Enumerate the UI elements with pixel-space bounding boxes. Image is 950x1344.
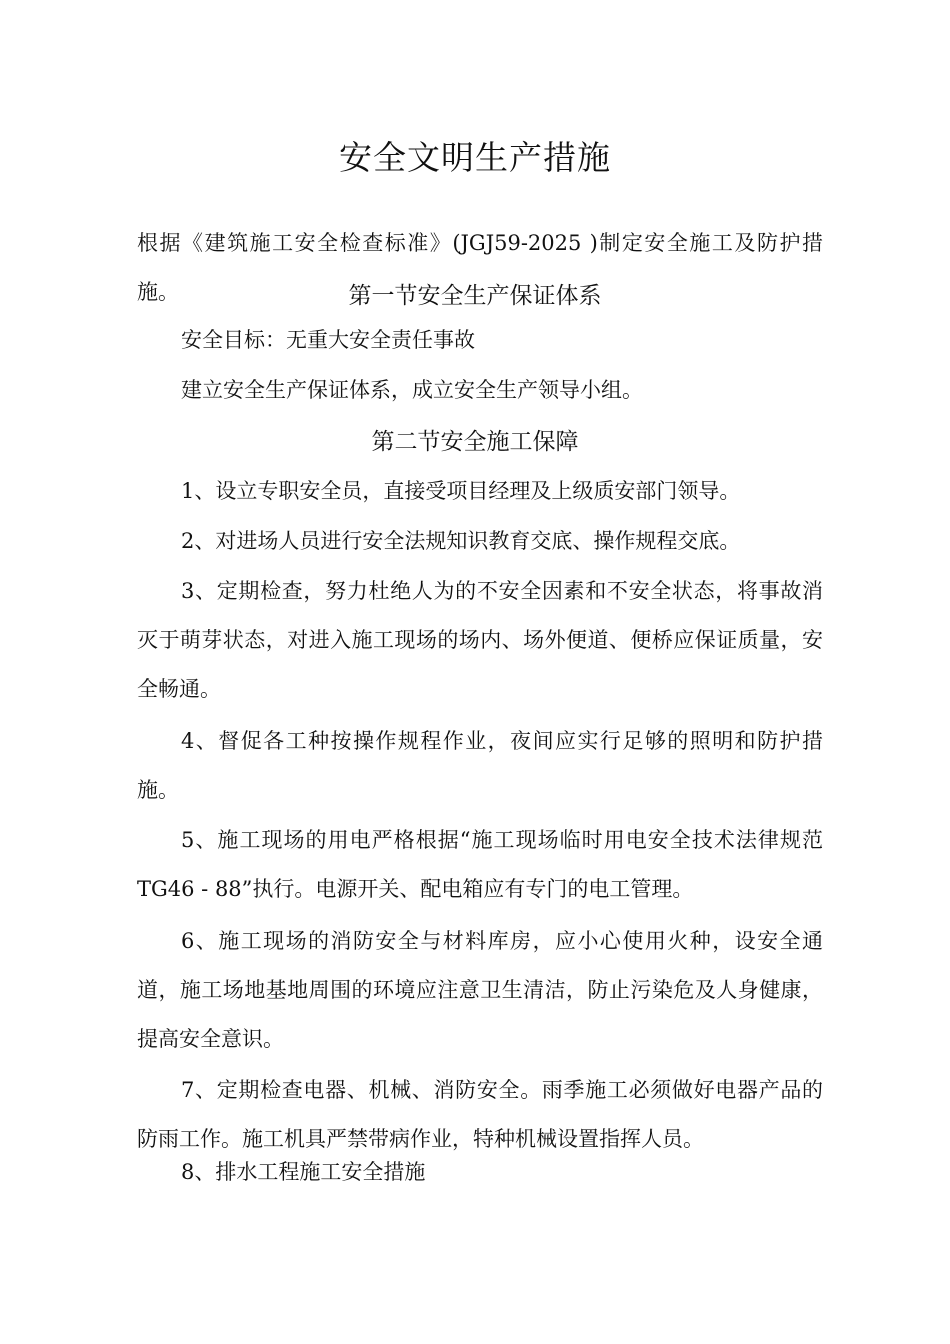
section-1-safety-goal: 安全目标：无重大安全责任事故 — [181, 328, 475, 352]
list-item-6: 6、施工现场的消防安全与材料库房，应小心使用火种，设安全通道，施工场地基地周围的环境应注意卫生清洁，防止污染危及人身健康，提高安全意识。 — [137, 929, 823, 1051]
section-2-heading: 第二节安全施工保障 — [371, 429, 579, 455]
document-title: 安全文明生产措施 — [339, 138, 611, 177]
list-item-2: 2、对进场人员进行安全法规知识教育交底、操作规程交底。 — [181, 529, 741, 553]
list-item-7: 7、定期检查电器、机械、消防安全。雨季施工必须做好电器产品的防雨工作。施工机具严禁带病作业，特种机械设置指挥人员。 — [137, 1078, 823, 1151]
intro-paragraph: 根据《建筑施工安全检查标准》(JGJ59-2025 )制定安全施工及防护措施。 — [137, 231, 823, 304]
list-item-4: 4、督促各工种按操作规程作业，夜间应实行足够的照明和防护措施。 — [137, 729, 823, 802]
section-1-heading: 第一节安全生产保证体系 — [348, 283, 602, 309]
list-item-1: 1、设立专职安全员，直接受项目经理及上级质安部门领导。 — [181, 479, 741, 503]
list-item-5: 5、施工现场的用电严格根据“施工现场临时用电安全技术法律规范TG46 - 88”执行。电源开关、配电箱应有专门的电工管理。 — [137, 828, 823, 901]
section-1-system: 建立安全生产保证体系，成立安全生产领导小组。 — [181, 378, 643, 402]
list-item-3: 3、定期检查，努力杜绝人为的不安全因素和不安全状态，将事故消灭于萌芽状态，对进入施工现场的场内、场外便道、便桥应保证质量，安全畅通。 — [137, 579, 823, 701]
list-item-8: 8、排水工程施工安全措施 — [181, 1160, 426, 1184]
